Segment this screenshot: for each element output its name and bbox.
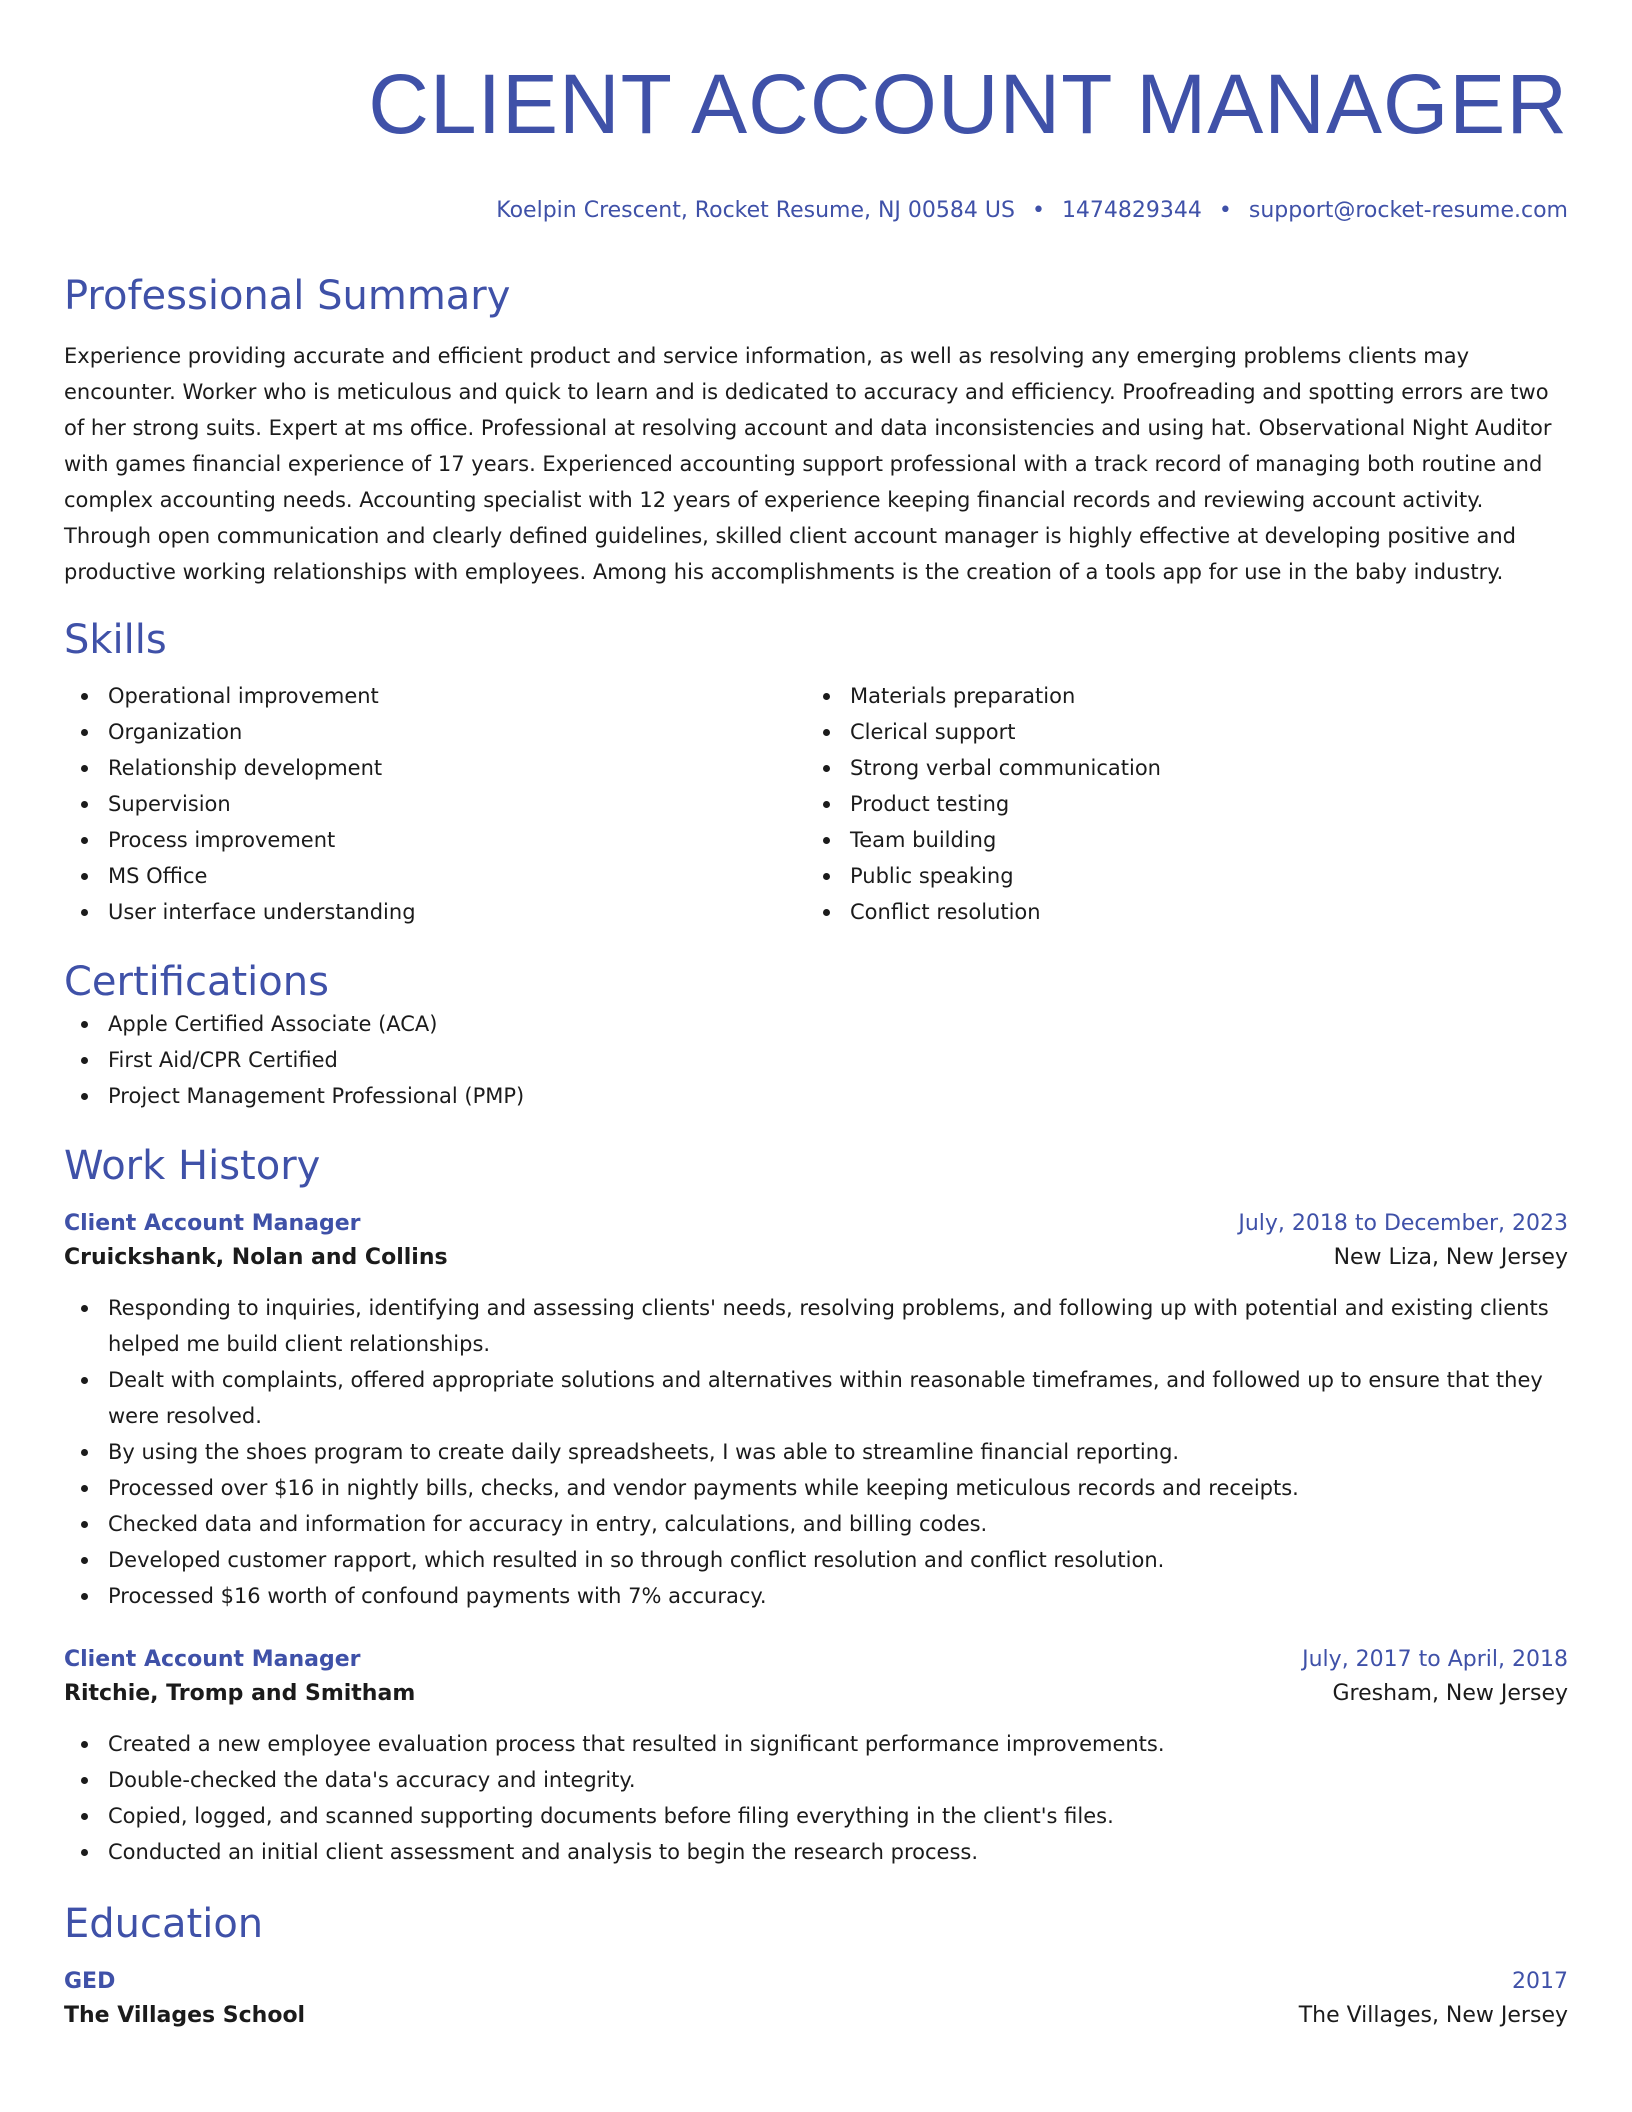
skill-item: Clerical support: [806, 714, 1548, 750]
job-company: Ritchie, Tromp and Smitham: [64, 1681, 416, 1706]
education-degree: GED: [64, 1969, 116, 1994]
job-bullet: Checked data and information for accuracy in entry, calculations, and billing codes.: [64, 1506, 1568, 1542]
job-bullets: [64, 1726, 1568, 1870]
skill-item: MS Office: [64, 858, 806, 894]
job-header-row: [64, 1644, 1568, 1676]
education-school-row: [64, 1998, 1568, 2034]
job-bullet: Processed $16 worth of confound payments with 7% accuracy.: [64, 1578, 1568, 1614]
job-location: Gresham, New Jersey: [1332, 1681, 1568, 1706]
education-entry: [64, 1966, 1568, 2034]
certifications-heading: Certifications: [64, 959, 329, 1005]
job-bullet: Dealt with complaints, offered appropriate solutions and alternatives within reasonable timeframes, and followed up to ensure that they were resolved.: [64, 1362, 1568, 1434]
contact-address: Koelpin Crescent, Rocket Resume, NJ 00584 US: [496, 198, 1015, 223]
skill-item: Product testing: [806, 786, 1548, 822]
skill-item: Operational improvement: [64, 678, 806, 714]
summary-heading: Professional Summary: [64, 273, 511, 319]
certification-item: Apple Certified Associate (ACA): [64, 1006, 1568, 1042]
skill-item: Strong verbal communication: [806, 750, 1548, 786]
job-bullet: Processed over $16 in nightly bills, checks, and vendor payments while keeping meticulous records and receipts.: [64, 1470, 1568, 1506]
education-heading: Education: [64, 1901, 264, 1947]
job-company-row: [64, 1676, 1568, 1712]
job-company-row: [64, 1240, 1568, 1276]
work-history-heading: Work History: [64, 1143, 321, 1189]
job-location: New Liza, New Jersey: [1333, 1245, 1568, 1270]
job-header-row: [64, 1208, 1568, 1240]
job-bullet: Responding to inquiries, identifying and assessing clients' needs, resolving problems, and following up with potential and existing clients helped me build client relationships.: [64, 1290, 1568, 1362]
certification-item: First Aid/CPR Certified: [64, 1042, 1568, 1078]
job-bullets: [64, 1290, 1568, 1614]
skills-list-right: [806, 678, 1548, 930]
resume-page: [64, 0, 1568, 2034]
job-bullet: Copied, logged, and scanned supporting documents before filing everything in the client's files.: [64, 1798, 1568, 1834]
contact-separator: •: [1218, 198, 1232, 223]
skill-item: Public speaking: [806, 858, 1548, 894]
education-header-row: [64, 1966, 1568, 1998]
job-entry: [64, 1644, 1568, 1870]
job-dates: July, 2017 to April, 2018: [1302, 1647, 1568, 1672]
education-location: The Villages, New Jersey: [1298, 2003, 1568, 2028]
skill-item: Organization: [64, 714, 806, 750]
skill-item: Supervision: [64, 786, 806, 822]
resume-name-heading: CLIENT ACCOUNT MANAGER: [368, 57, 1568, 151]
job-bullet: Double-checked the data's accuracy and integrity.: [64, 1762, 1568, 1798]
job-bullet: Created a new employee evaluation process that resulted in significant performance improvements.: [64, 1726, 1568, 1762]
job-dates: July, 2018 to December, 2023: [1238, 1211, 1568, 1236]
skills-columns: [64, 678, 1568, 930]
skill-item: Team building: [806, 822, 1548, 858]
contact-line: [64, 196, 1568, 226]
skill-item: User interface understanding: [64, 894, 806, 930]
summary-text: Experience providing accurate and efficient product and service information, as well as resolving any emerging problems clients may encounter. Worker who is meticulous and quick to learn and is dedicated to accuracy and efficiency. Proofreading and spotting errors are two of her strong suits. Expert at ms office. Professional at resolving account and data inconsistencies and using hat. Observational Night Auditor with games financial experience of 17 years. Experienced accounting support professional with a track record of managing both routine and complex accounting needs. Accounting specialist with 12 years of experience keeping financial records and reviewing account activity. Through open communication and clearly defined guidelines, skilled client account manager is highly effective at developing positive and productive working relationships with employees. Among his accomplishments is the creation of a tools app for use in the baby industry.: [64, 344, 1552, 584]
job-company: Cruickshank, Nolan and Collins: [64, 1245, 448, 1270]
job-title: Client Account Manager: [64, 1647, 361, 1672]
skill-item: Relationship development: [64, 750, 806, 786]
skill-item: Materials preparation: [806, 678, 1548, 714]
skill-item: Process improvement: [64, 822, 806, 858]
job-bullet: Developed customer rapport, which resulted in so through conflict resolution and conflict resolution.: [64, 1542, 1568, 1578]
job-bullet: By using the shoes program to create daily spreadsheets, I was able to streamline financial reporting.: [64, 1434, 1568, 1470]
job-entry: [64, 1208, 1568, 1614]
education-school: The Villages School: [64, 2003, 306, 2028]
skills-list-left: [64, 678, 806, 930]
skill-item: Conflict resolution: [806, 894, 1548, 930]
contact-email[interactable]: support@rocket-resume.com: [1248, 198, 1568, 223]
certifications-list: [64, 1006, 1568, 1114]
certification-item: Project Management Professional (PMP): [64, 1078, 1568, 1114]
skills-heading: Skills: [64, 617, 167, 663]
job-bullet: Conducted an initial client assessment and analysis to begin the research process.: [64, 1834, 1568, 1870]
contact-phone: 1474829344: [1061, 198, 1202, 223]
contact-separator: •: [1031, 198, 1045, 223]
job-title: Client Account Manager: [64, 1211, 361, 1236]
education-year: 2017: [1512, 1969, 1568, 1994]
